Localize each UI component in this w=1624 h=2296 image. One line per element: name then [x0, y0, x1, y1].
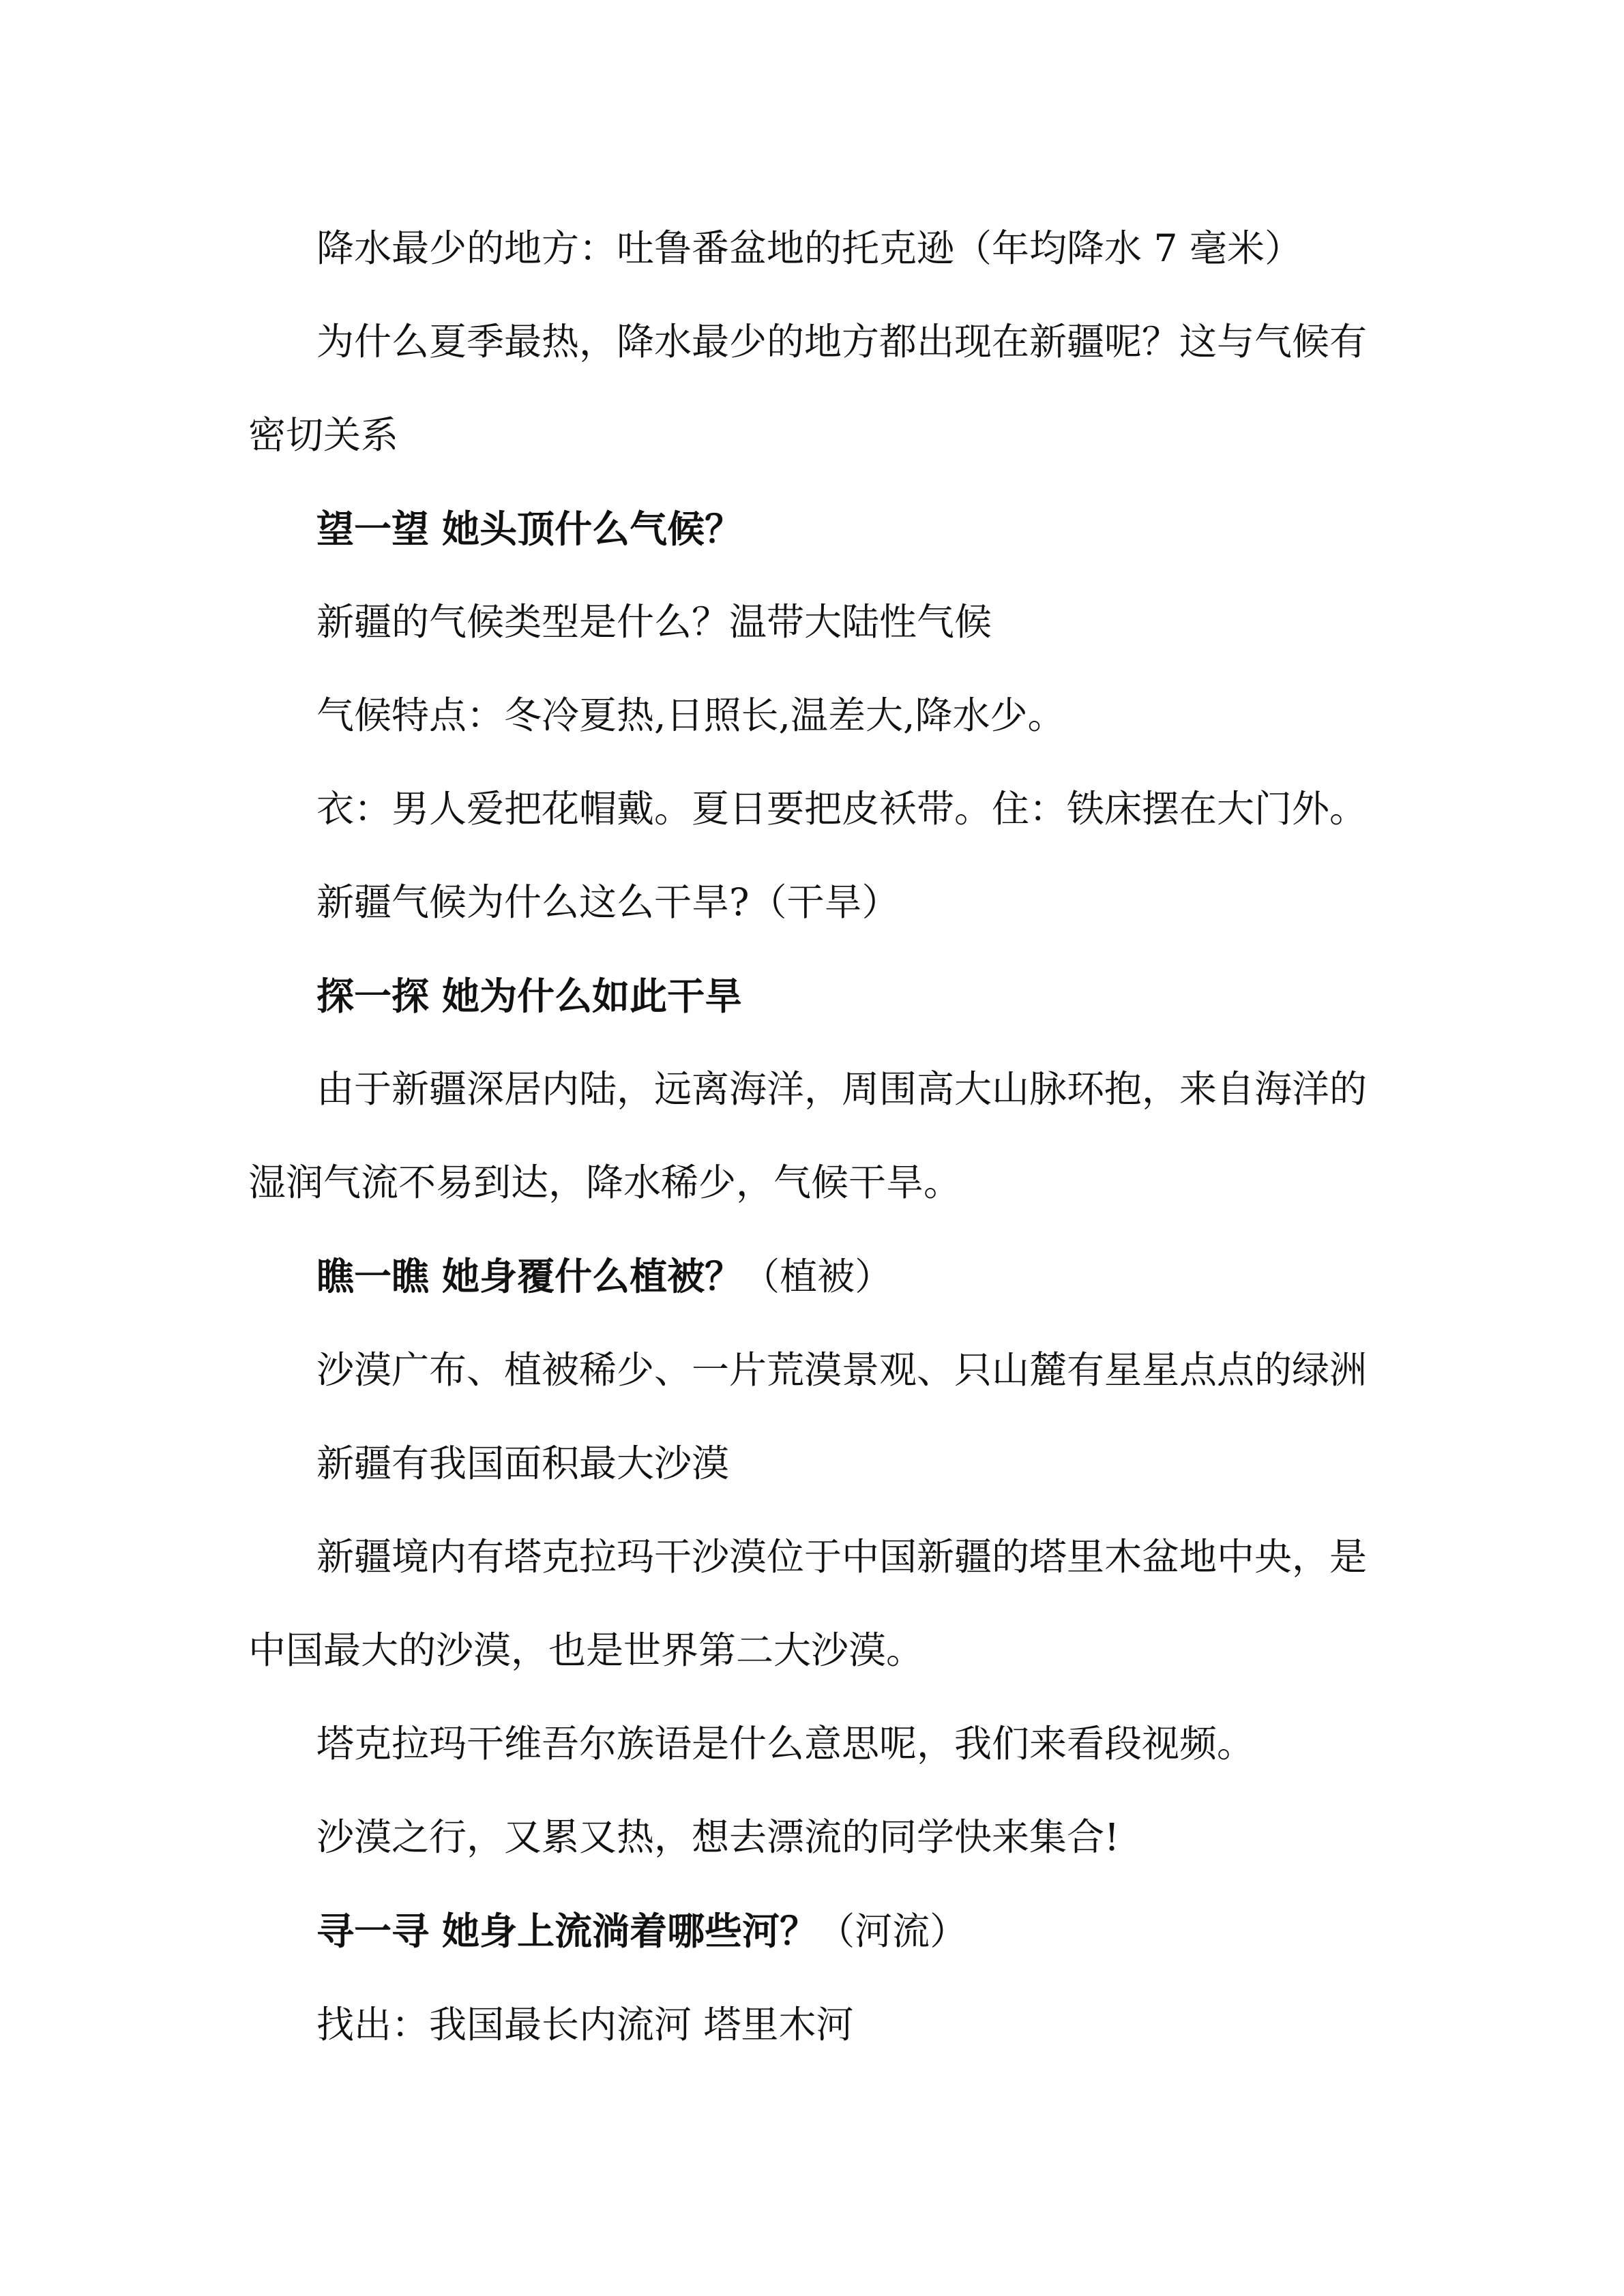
- paragraph-climate-type: 新疆的气候类型是什么？温带大陆性气候: [316, 600, 992, 644]
- heading-drought: 探一探 她为什么如此干旱: [316, 974, 743, 1018]
- heading-vegetation-line: [248, 1229, 1367, 1324]
- document-body: [248, 202, 1367, 2072]
- heading-rivers: 寻一寻 她身上流淌着哪些河？: [316, 1909, 818, 1953]
- paragraph-rafting: 沙漠之行，又累又热，想去漂流的同学快来集合!: [316, 1815, 1120, 1859]
- paragraph-least-rainfall: 降水最少的地方：吐鲁番盆地的托克逊（年均降水 7 毫米）: [316, 226, 1302, 270]
- heading-rivers-suffix: （河流）: [817, 1909, 968, 1953]
- heading-vegetation-suffix: （植被）: [742, 1255, 893, 1298]
- paragraph-why-xinjiang: 为什么夏季最热，降水最少的地方都出现在新疆呢？这与气候有密切关系: [248, 320, 1368, 457]
- paragraph-climate-features: 气候特点：冬冷夏热,日照长,温差大,降水少。: [316, 694, 1065, 737]
- heading-climate: 望一望 她头顶什么气候？: [316, 507, 743, 551]
- heading-rivers-line: [248, 1884, 1367, 1978]
- paragraph-tarim-river: 找出：我国最长内流河 塔里木河: [316, 2003, 854, 2046]
- heading-vegetation: 瞧一瞧 她身覆什么植被？: [316, 1254, 743, 1298]
- paragraph-drought-reason: 由于新疆深居内陆，远离海洋，周围高大山脉环抱，来自海洋的湿润气流不易到达，降水稀少，气候干旱。: [248, 1067, 1368, 1204]
- paragraph-why-dry: 新疆气候为什么这么干旱?（干旱）: [316, 880, 900, 924]
- paragraph-clothing-housing: 衣：男人爱把花帽戴。夏日要把皮袄带。住：铁床摆在大门外。: [316, 787, 1368, 831]
- paragraph-desert-landscape: 沙漠广布、植被稀少、一片荒漠景观、只山麓有星星点点的绿洲: [316, 1348, 1368, 1392]
- paragraph-largest-desert: 新疆有我国面积最大沙漠: [316, 1442, 730, 1485]
- paragraph-taklamakan: 新疆境内有塔克拉玛干沙漠位于中国新疆的塔里木盆地中央，是中国最大的沙漠，也是世界第二大沙漠。: [248, 1535, 1368, 1672]
- paragraph-video: 塔克拉玛干维吾尔族语是什么意思呢，我们来看段视频。: [316, 1722, 1255, 1765]
